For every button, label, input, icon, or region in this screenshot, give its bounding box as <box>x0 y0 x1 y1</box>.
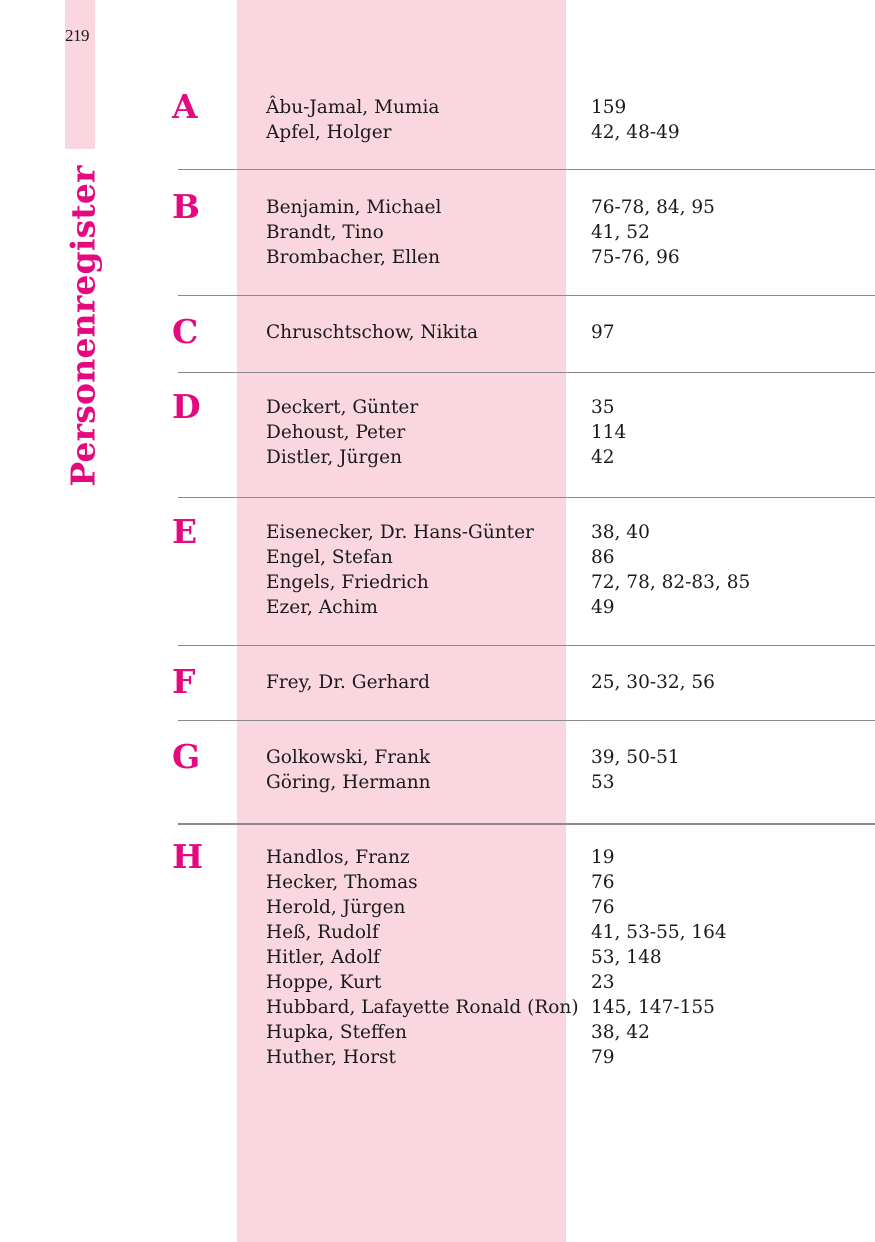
page-references: 41, 53-55, 164 <box>591 922 727 943</box>
page-references: 42, 48-49 <box>591 122 680 143</box>
entry-list <box>0 195 875 270</box>
register-title: Personenregister <box>63 165 103 487</box>
index-entry <box>0 570 875 595</box>
person-name: Deckert, Günter <box>266 397 419 418</box>
index-entry <box>0 920 875 945</box>
person-name: Hitler, Adolf <box>266 947 381 968</box>
person-name: Engel, Stefan <box>266 547 393 568</box>
page-references: 25, 30-32, 56 <box>591 672 715 693</box>
person-name: Hecker, Thomas <box>266 872 418 893</box>
page-references: 38, 40 <box>591 522 650 543</box>
entry-list <box>0 520 875 620</box>
index-entry <box>0 95 875 120</box>
page-references: 19 <box>591 847 615 868</box>
person-name: Âbu-Jamal, Mumia <box>266 97 440 118</box>
section-divider <box>178 295 875 296</box>
index-entry <box>0 245 875 270</box>
entry-list <box>0 845 875 1070</box>
index-entry <box>0 945 875 970</box>
section-letter: B <box>172 187 200 226</box>
person-name: Dehoust, Peter <box>266 422 406 443</box>
page-references: 42 <box>591 447 615 468</box>
entry-list <box>0 395 875 470</box>
index-entry <box>0 1045 875 1070</box>
section-divider <box>178 720 875 721</box>
page-references: 39, 50-51 <box>591 747 680 768</box>
section-letter: D <box>172 387 201 426</box>
index-entry <box>0 120 875 145</box>
person-name: Apfel, Holger <box>266 122 392 143</box>
index-entry <box>0 395 875 420</box>
page-references: 79 <box>591 1047 615 1068</box>
person-name: Frey, Dr. Gerhard <box>266 672 430 693</box>
index-entry <box>0 670 875 695</box>
index-entry <box>0 970 875 995</box>
section-letter: C <box>172 312 199 351</box>
page-references: 159 <box>591 97 627 118</box>
page-references: 75-76, 96 <box>591 247 680 268</box>
person-name: Distler, Jürgen <box>266 447 402 468</box>
person-name: Ezer, Achim <box>266 597 378 618</box>
page-references: 86 <box>591 547 615 568</box>
person-name: Hubbard, Lafayette Ronald (Ron) <box>266 997 579 1018</box>
person-name: Golkowski, Frank <box>266 747 431 768</box>
person-name: Brandt, Tino <box>266 222 384 243</box>
section-letter: H <box>172 837 204 876</box>
person-name: Göring, Hermann <box>266 772 431 793</box>
page-references: 76-78, 84, 95 <box>591 197 715 218</box>
index-entry <box>0 995 875 1020</box>
entry-list <box>0 320 875 345</box>
index-entry <box>0 195 875 220</box>
index-entry <box>0 845 875 870</box>
entry-list <box>0 745 875 795</box>
page-references: 145, 147-155 <box>591 997 715 1018</box>
person-name: Benjamin, Michael <box>266 197 442 218</box>
page-references: 35 <box>591 397 615 418</box>
index-entry <box>0 545 875 570</box>
page-references: 38, 42 <box>591 1022 650 1043</box>
section-divider <box>178 372 875 373</box>
person-name: Eisenecker, Dr. Hans-Günter <box>266 522 534 543</box>
person-name: Heß, Rudolf <box>266 922 379 943</box>
index-entry <box>0 895 875 920</box>
person-name: Handlos, Franz <box>266 847 410 868</box>
section-letter: G <box>172 737 201 776</box>
index-entry <box>0 595 875 620</box>
entry-list <box>0 95 875 145</box>
page-references: 23 <box>591 972 615 993</box>
person-name: Huther, Horst <box>266 1047 396 1068</box>
section-letter: E <box>172 512 198 551</box>
index-entry <box>0 520 875 545</box>
entry-list <box>0 670 875 695</box>
section-divider <box>178 169 875 170</box>
section-divider <box>178 497 875 498</box>
index-entry <box>0 220 875 245</box>
person-name: Hoppe, Kurt <box>266 972 382 993</box>
index-entry <box>0 420 875 445</box>
page-references: 53 <box>591 772 615 793</box>
person-name: Hupka, Steffen <box>266 1022 407 1043</box>
page-number: 219 <box>65 26 89 45</box>
page-references: 76 <box>591 897 615 918</box>
section-divider <box>178 823 875 825</box>
section-letter: F <box>172 662 196 701</box>
person-name: Brombacher, Ellen <box>266 247 440 268</box>
index-entry <box>0 445 875 470</box>
page-references: 76 <box>591 872 615 893</box>
index-entry <box>0 320 875 345</box>
index-entry <box>0 870 875 895</box>
person-name: Herold, Jürgen <box>266 897 406 918</box>
page-references: 49 <box>591 597 615 618</box>
index-entry <box>0 745 875 770</box>
page-references: 114 <box>591 422 627 443</box>
page-references: 41, 52 <box>591 222 650 243</box>
page-references: 97 <box>591 322 615 343</box>
person-name: Engels, Friedrich <box>266 572 429 593</box>
person-name: Chruschtschow, Nikita <box>266 322 479 343</box>
section-divider <box>178 645 875 646</box>
index-entry <box>0 770 875 795</box>
page-references: 53, 148 <box>591 947 662 968</box>
section-letter: A <box>172 87 198 126</box>
index-entry <box>0 1020 875 1045</box>
page-references: 72, 78, 82-83, 85 <box>591 572 751 593</box>
